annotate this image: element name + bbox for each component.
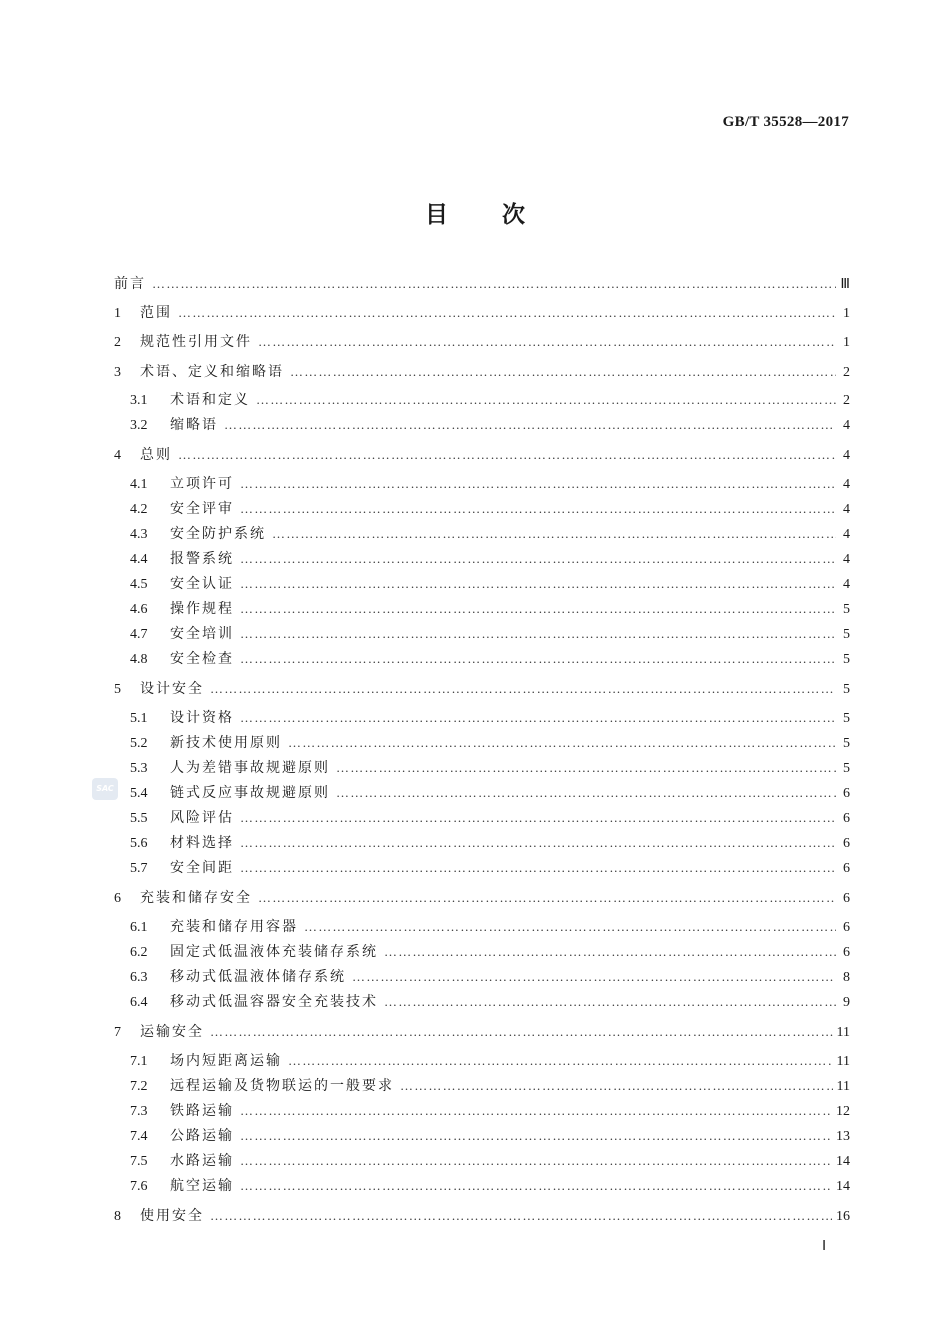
toc-dot-leader [240, 626, 836, 642]
toc-entry-page: 5 [843, 652, 850, 667]
toc-entry-number: 5.2 [130, 736, 148, 751]
toc-entry-label: 固定式低温液体充装储存系统 [170, 944, 378, 960]
toc-entry-number: 7.2 [130, 1079, 148, 1094]
toc-entry-page: 2 [843, 393, 850, 408]
toc-entry-page: 4 [843, 527, 850, 542]
toc-dot-leader [240, 860, 836, 876]
toc-subsection-entry[interactable] [130, 941, 850, 963]
toc-entry-number: 3.1 [130, 393, 148, 408]
toc-subsection-entry[interactable] [130, 757, 850, 779]
toc-subsection-entry[interactable] [130, 1175, 850, 1197]
toc-subsection-entry[interactable] [130, 1100, 850, 1122]
toc-dot-leader [210, 1024, 833, 1040]
toc-subsection-entry[interactable] [130, 1050, 850, 1072]
toc-entry-page: 1 [843, 335, 850, 350]
toc-subsection-entry[interactable] [130, 598, 850, 620]
toc-subsection-entry[interactable] [130, 1125, 850, 1147]
title-char-2: 次 [502, 202, 525, 228]
toc-entry-page: 4 [843, 552, 850, 567]
toc-dot-leader [240, 651, 836, 667]
toc-entry-label: 链式反应事故规避原则 [170, 785, 330, 801]
toc-entry-page: 5 [843, 711, 850, 726]
toc-entry-page: 4 [843, 477, 850, 492]
toc-entry-label: 场内短距离运输 [170, 1053, 282, 1069]
toc-section-entry[interactable] [114, 1205, 850, 1227]
toc-entry-label: 铁路运输 [170, 1103, 234, 1119]
toc-section-entry[interactable] [114, 678, 850, 700]
toc-entry-page: 9 [843, 995, 850, 1010]
toc-entry-page: 13 [836, 1129, 850, 1144]
toc-entry-number: 6.2 [130, 945, 148, 960]
footer-page-number: Ⅰ [822, 1239, 827, 1254]
toc-entry-number: 4 [114, 448, 121, 463]
toc-entry-page: 5 [843, 602, 850, 617]
toc-entry-number: 4.1 [130, 477, 148, 492]
toc-entry-page: 4 [843, 418, 850, 433]
toc-subsection-entry[interactable] [130, 857, 850, 879]
toc-entry-label: 缩略语 [170, 417, 218, 433]
toc-entry-number: 4.5 [130, 577, 148, 592]
toc-dot-leader [240, 835, 836, 851]
toc-entry-label: 报警系统 [170, 551, 234, 567]
toc-entry-page: 6 [843, 786, 850, 801]
toc-entry-label: 航空运输 [170, 1178, 234, 1194]
toc-dot-leader [258, 890, 836, 906]
toc-entry-number: 5 [114, 682, 121, 697]
toc-entry-page: 1 [843, 306, 850, 321]
toc-entry-label: 设计资格 [170, 710, 234, 726]
toc-entry-page: 6 [843, 891, 850, 906]
toc-dot-leader [240, 1128, 832, 1144]
toc-entry-label: 设计安全 [140, 681, 204, 697]
toc-dot-leader [240, 710, 836, 726]
toc-entry-label: 安全间距 [170, 860, 234, 876]
toc-entry-number: 5.6 [130, 836, 148, 851]
toc-entry-number: 2 [114, 335, 121, 350]
toc-entry-number: 4.4 [130, 552, 148, 567]
toc-subsection-entry[interactable] [130, 707, 850, 729]
toc-entry-label: 充装和储存安全 [140, 890, 252, 906]
toc-entry-number: 3.2 [130, 418, 148, 433]
toc-dot-leader [152, 276, 836, 292]
toc-entry-number: 6 [114, 891, 121, 906]
toc-dot-leader [224, 417, 836, 433]
toc-entry-label: 操作规程 [170, 601, 234, 617]
toc-subsection-entry[interactable] [130, 473, 850, 495]
toc-subsection-entry[interactable] [130, 966, 850, 988]
page-title [0, 196, 950, 229]
toc-dot-leader [210, 681, 836, 697]
toc-entry-page: Ⅲ [840, 277, 850, 292]
toc-subsection-entry[interactable] [130, 498, 850, 520]
toc-dot-leader [210, 1208, 832, 1224]
toc-entry-page: 5 [843, 761, 850, 776]
toc-section-entry[interactable] [114, 444, 850, 466]
toc-dot-leader [288, 1053, 833, 1069]
toc-entry-page: 6 [843, 945, 850, 960]
toc-dot-leader [240, 1178, 832, 1194]
toc-entry-page: 6 [843, 861, 850, 876]
toc-section-entry[interactable] [114, 1021, 850, 1043]
toc-entry-page: 6 [843, 811, 850, 826]
toc-dot-leader [352, 969, 836, 985]
toc-entry-number: 7 [114, 1025, 121, 1040]
toc-dot-leader [178, 305, 836, 321]
toc-entry-label: 移动式低温液体储存系统 [170, 969, 346, 985]
toc-subsection-entry[interactable] [130, 1075, 850, 1097]
toc-section-entry[interactable] [114, 273, 850, 295]
toc-entry-number: 6.1 [130, 920, 148, 935]
toc-entry-label: 充装和储存用容器 [170, 919, 298, 935]
toc-dot-leader [240, 810, 836, 826]
toc-entry-label: 运输安全 [140, 1024, 204, 1040]
toc-entry-label: 安全检查 [170, 651, 234, 667]
toc-entry-page: 4 [843, 448, 850, 463]
toc-dot-leader [400, 1078, 833, 1094]
toc-subsection-entry[interactable] [130, 648, 850, 670]
toc-entry-label: 安全防护系统 [170, 526, 266, 542]
toc-subsection-entry[interactable] [130, 389, 850, 411]
toc-entry-label: 安全评审 [170, 501, 234, 517]
toc-entry-label: 术语、定义和缩略语 [140, 364, 284, 380]
toc-subsection-entry[interactable] [130, 523, 850, 545]
toc-entry-label: 范围 [140, 305, 172, 321]
toc-dot-leader [240, 501, 836, 517]
toc-dot-leader [290, 364, 836, 380]
toc-dot-leader [304, 919, 836, 935]
toc-subsection-entry[interactable] [130, 1150, 850, 1172]
toc-entry-page: 14 [836, 1179, 850, 1194]
toc-entry-number: 5.1 [130, 711, 148, 726]
standard-code: GB/T 35528—2017 [722, 114, 849, 130]
toc-entry-page: 4 [843, 577, 850, 592]
toc-entry-label: 移动式低温容器安全充装技术 [170, 994, 378, 1010]
toc-entry-page: 4 [843, 502, 850, 517]
toc-entry-label: 总则 [140, 447, 172, 463]
toc-subsection-entry[interactable] [130, 732, 850, 754]
toc-subsection-entry[interactable] [130, 782, 850, 804]
toc-entry-page: 11 [836, 1025, 850, 1040]
toc-entry-page: 16 [836, 1209, 850, 1224]
toc-section-entry[interactable] [114, 331, 850, 353]
toc-entry-label: 水路运输 [170, 1153, 234, 1169]
toc-dot-leader [288, 735, 836, 751]
toc-entry-page: 11 [836, 1054, 850, 1069]
toc-entry-page: 5 [843, 627, 850, 642]
toc-entry-page: 2 [843, 365, 850, 380]
toc-entry-label: 人为差错事故规避原则 [170, 760, 330, 776]
toc-entry-number: 7.1 [130, 1054, 148, 1069]
toc-entry-number: 6.3 [130, 970, 148, 985]
toc-entry-label: 公路运输 [170, 1128, 234, 1144]
toc-entry-label: 立项许可 [170, 476, 234, 492]
toc-dot-leader [336, 785, 836, 801]
toc-entry-page: 11 [836, 1079, 850, 1094]
toc-entry-number: 4.2 [130, 502, 148, 517]
toc-entry-page: 6 [843, 836, 850, 851]
toc-entry-number: 5.5 [130, 811, 148, 826]
toc-entry-page: 12 [836, 1104, 850, 1119]
toc-entry-label: 术语和定义 [170, 392, 250, 408]
toc-entry-number: 3 [114, 365, 121, 380]
toc-dot-leader [240, 476, 836, 492]
toc-entry-page: 6 [843, 920, 850, 935]
toc-dot-leader [272, 526, 836, 542]
toc-dot-leader [384, 994, 836, 1010]
watermark-logo: SAC [92, 778, 118, 800]
toc-subsection-entry[interactable] [130, 807, 850, 829]
toc-dot-leader [178, 447, 836, 463]
toc-dot-leader [256, 392, 836, 408]
toc-entry-number: 4.8 [130, 652, 148, 667]
toc-entry-page: 5 [843, 736, 850, 751]
toc-entry-number: 4.7 [130, 627, 148, 642]
toc-entry-number: 7.3 [130, 1104, 148, 1119]
toc-dot-leader [240, 551, 836, 567]
toc-entry-label: 前言 [114, 276, 146, 292]
toc-entry-label: 使用安全 [140, 1208, 204, 1224]
toc-subsection-entry[interactable] [130, 573, 850, 595]
toc-dot-leader [240, 1103, 832, 1119]
toc-entry-label: 安全认证 [170, 576, 234, 592]
toc-entry-number: 4.3 [130, 527, 148, 542]
toc-subsection-entry[interactable] [130, 916, 850, 938]
toc-section-entry[interactable] [114, 887, 850, 909]
toc-section-entry[interactable] [114, 361, 850, 383]
toc-entry-number: 5.3 [130, 761, 148, 776]
toc-subsection-entry[interactable] [130, 548, 850, 570]
toc-entry-label: 安全培训 [170, 626, 234, 642]
title-char-1: 目 [425, 202, 448, 228]
toc-entry-number: 4.6 [130, 602, 148, 617]
toc-entry-page: 8 [843, 970, 850, 985]
toc-entry-number: 7.4 [130, 1129, 148, 1144]
toc-entry-number: 1 [114, 306, 121, 321]
toc-subsection-entry[interactable] [130, 832, 850, 854]
toc-entry-number: 8 [114, 1209, 121, 1224]
toc-dot-leader [240, 601, 836, 617]
toc-entry-page: 14 [836, 1154, 850, 1169]
toc-entry-number: 5.7 [130, 861, 148, 876]
toc-entry-number: 5.4 [130, 786, 148, 801]
toc-entry-label: 新技术使用原则 [170, 735, 282, 751]
toc-entry-number: 6.4 [130, 995, 148, 1010]
toc-entry-label: 远程运输及货物联运的一般要求 [170, 1078, 394, 1094]
toc-dot-leader [258, 334, 836, 350]
toc-dot-leader [336, 760, 836, 776]
toc-entry-label: 风险评估 [170, 810, 234, 826]
toc-dot-leader [240, 1153, 832, 1169]
toc-subsection-entry[interactable] [130, 414, 850, 436]
toc-entry-number: 7.6 [130, 1179, 148, 1194]
toc-entry-page: 5 [843, 682, 850, 697]
toc-subsection-entry[interactable] [130, 991, 850, 1013]
toc-entry-label: 规范性引用文件 [140, 334, 252, 350]
toc-dot-leader [240, 576, 836, 592]
toc-entry-label: 材料选择 [170, 835, 234, 851]
toc-section-entry[interactable] [114, 302, 850, 324]
toc-entry-number: 7.5 [130, 1154, 148, 1169]
toc-subsection-entry[interactable] [130, 623, 850, 645]
toc-dot-leader [384, 944, 836, 960]
